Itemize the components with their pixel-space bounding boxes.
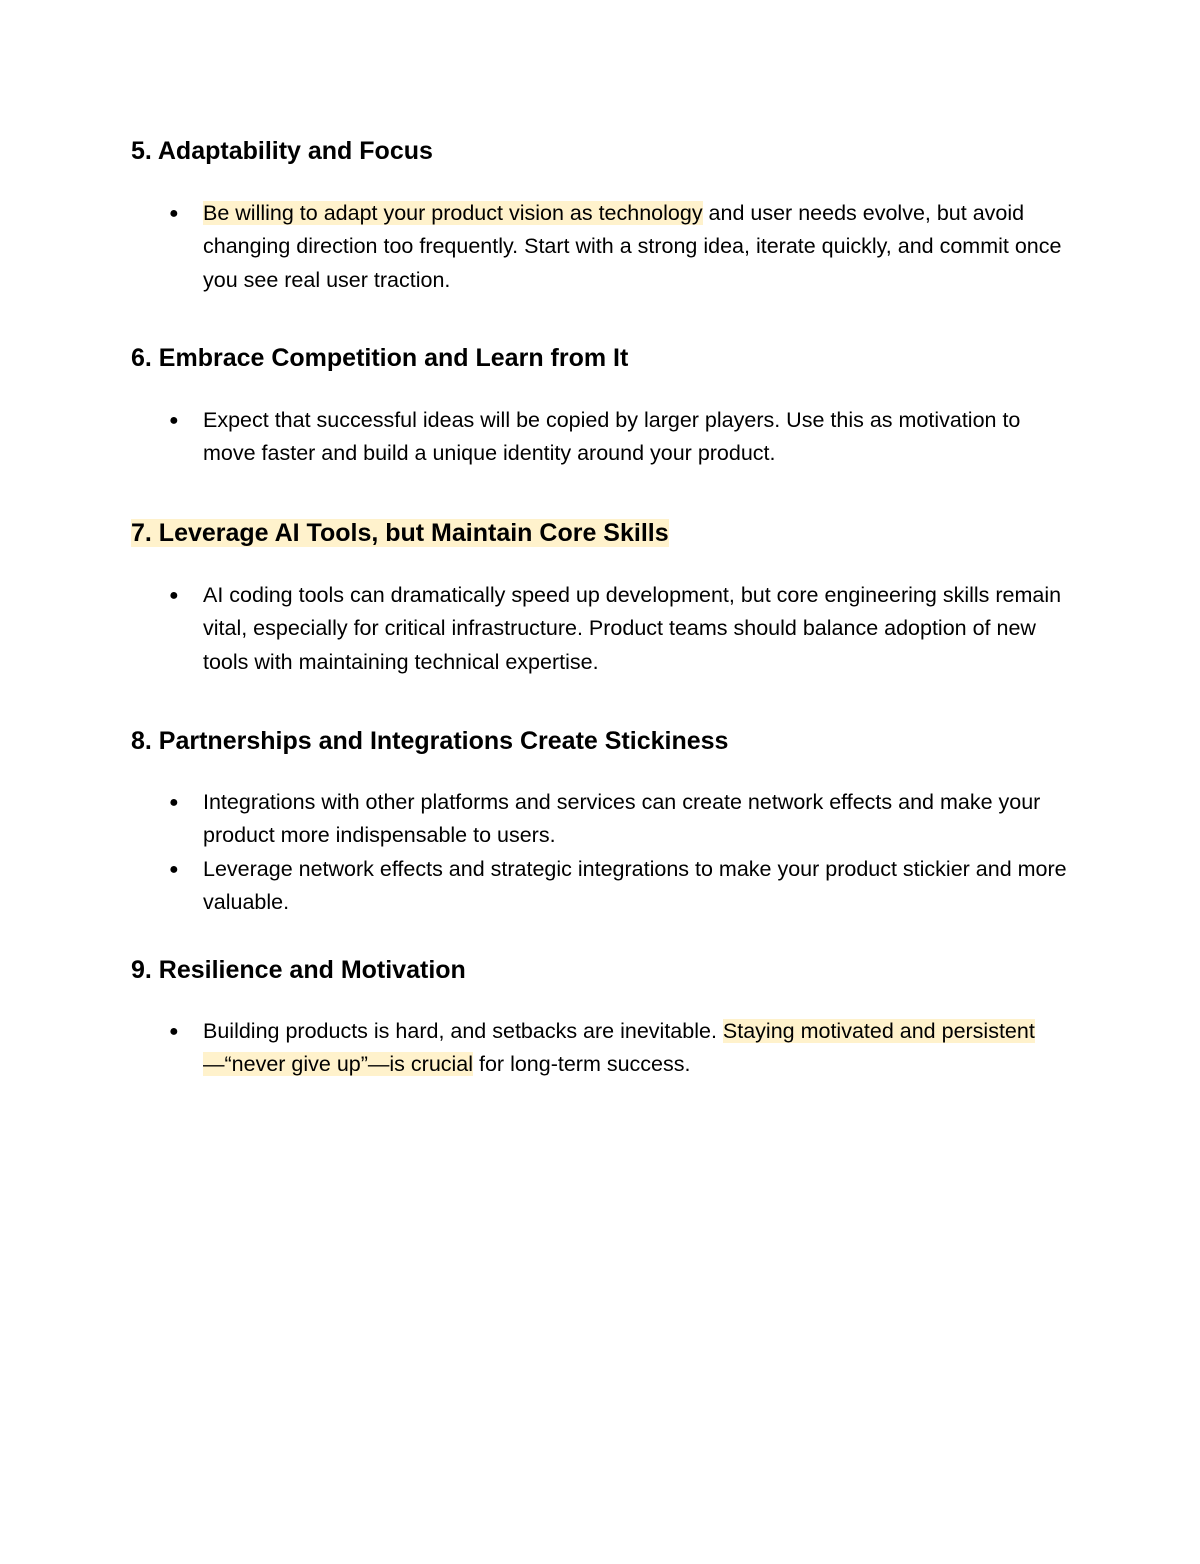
body-text: Building products is hard, and setbacks are inevitable. <box>203 1019 723 1043</box>
section-heading: 5. Adaptability and Focus <box>131 137 433 165</box>
body-text: Leverage network effects and strategic integrations to make your product stickier and more valuable. <box>203 856 1067 914</box>
list-item <box>131 853 1071 920</box>
bullet-list <box>131 786 1071 919</box>
highlighted-text: Staying motivated and persistent—“never give up”—is crucial <box>203 1019 1035 1077</box>
section-heading: 9. Resilience and Motivation <box>131 956 466 984</box>
section-9 <box>131 955 1071 1082</box>
highlighted-heading: 7. Leverage AI Tools, but Maintain Core Skills <box>131 519 669 547</box>
list-item <box>131 197 1071 297</box>
bullet-list <box>131 404 1071 471</box>
bullet-icon: ● <box>169 205 179 222</box>
body-text-tail: for long-term success. <box>473 1052 691 1077</box>
section-heading: 8. Partnerships and Integrations Create Stickiness <box>131 727 729 755</box>
list-item <box>131 1015 1071 1082</box>
body-text: Integrations with other platforms and services can create network effects and make your product more indispensable to users. <box>203 790 1041 848</box>
bullet-list <box>131 1015 1071 1082</box>
list-item <box>131 786 1071 853</box>
section-5 <box>131 136 1071 297</box>
section-7 <box>131 518 1071 679</box>
bullet-icon: ● <box>169 860 179 878</box>
section-8 <box>131 726 1071 919</box>
bullet-icon: ● <box>169 794 179 811</box>
bullet-list <box>131 579 1071 679</box>
section-6 <box>131 343 1071 471</box>
body-text: AI coding tools can dramatically speed up development, but core engineering skills remain vital, especially for critical infrastructure. Product teams should balance adoption of new tools with maintaining technical expertise. <box>203 583 1062 674</box>
bullet-icon: ● <box>169 587 179 604</box>
bullet-icon: ● <box>169 1023 179 1040</box>
list-item <box>131 579 1071 679</box>
list-item <box>131 404 1071 471</box>
body-text: Expect that successful ideas will be copied by larger players. Use this as motivation to move faster and build a unique identity around your product. <box>203 408 1021 466</box>
body-text: and user needs evolve, but avoid changing direction too frequently. Start with a strong idea, iterate quickly, and commit once you see real user traction. <box>203 201 1062 292</box>
section-heading <box>131 518 1071 548</box>
section-heading: 6. Embrace Competition and Learn from It <box>131 344 629 372</box>
highlighted-text: Be willing to adapt your product vision as technology <box>203 201 703 225</box>
bullet-icon: ● <box>169 412 179 429</box>
bullet-list <box>131 197 1071 297</box>
